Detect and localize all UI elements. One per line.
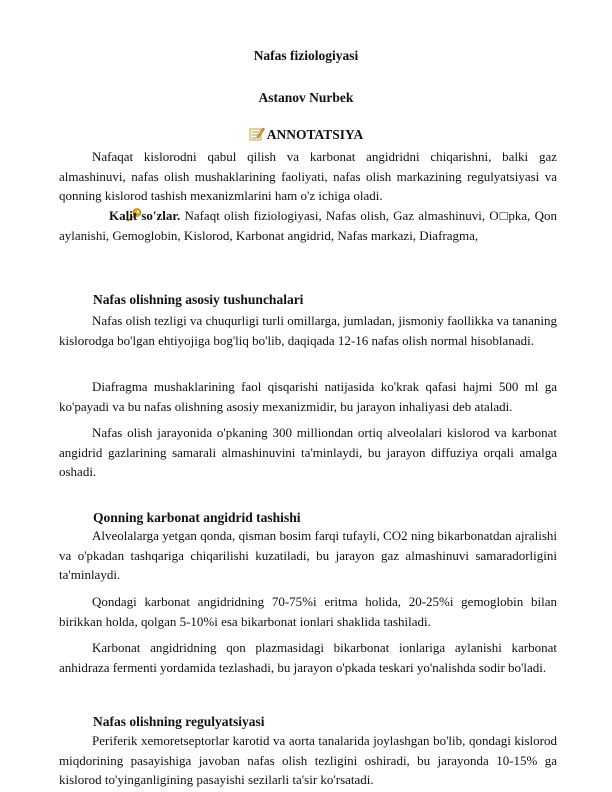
author-name: Astanov Nurbek: [258, 90, 354, 105]
section-2-paragraph-1: Alveolalarga yetgan qonda, qisman bosim farqi tufayli, CO2 ning bikarbonatdan ajralishi va o'pkadan tashqariga chiqarilishi kuzatiladi, bu jarayon gaz almashinuvi samaradorligini ta'minlaydi.: [59, 528, 557, 583]
keywords-label: Kalit so'zlar.: [109, 208, 181, 223]
key-icon: [92, 208, 109, 222]
annotation-heading: ANNOTATSIYA: [266, 127, 364, 142]
section-1-paragraph-2: Diafragma mushaklarining faol qisqarishi natijasida ko'krak qafasi hajmi 500 ml ga ko'payadi va bu nafas olishning asosiy mexanizmidir, bu jarayon inhaliyasi deb ataladi.: [59, 379, 557, 414]
section-heading-2: Qonning karbonat angidrid tashishi: [93, 510, 301, 525]
section-3-paragraph-1: Periferik xemoretseptorlar karotid va aorta tanalarida joylashgan bo'lib, qondagi kislorod miqdorining pasayishiga javoban nafas olish tezligini oshiradi, bu jarayonda 10-15% ga kislorod to'yinganligining pasayishi sezilarli ta'sir ko'rsatadi.: [59, 733, 557, 788]
document-title: Nafas fiziologiyasi: [253, 48, 359, 63]
section-1-paragraph-1: Nafas olish tezligi va chuqurligi turli omillarga, jumladan, jismoniy faollikka va tananing kislorodga bo'lgan ehtiyojiga bog'liq bo'lib, daqiqada 12-16 nafas olish normal hisoblanadi.: [59, 313, 557, 348]
section-1-paragraph-3: Nafas olish jarayonida o'pkaning 300 milliondan ortiq alveolalari kislorod va karbonat angidrid gazlarining samarali almashinuvini ta'minlaydi, bu jarayon diffuziya orqali amalga oshadi.: [59, 425, 557, 480]
section-heading-1: Nafas olishning asosiy tushunchalari: [93, 292, 304, 307]
keywords-text: Nafaqt olish fiziologiyasi, Nafas olish, Gaz almashinuvi, O□pka, Qon aylanishi, Gemoglobin, Kislorod, Karbonat angidrid, Nafas markazi, Diafragma,: [59, 208, 557, 243]
annotation-text: Nafaqat kislorodni qabul qilish va karbonat angidridni chiqarishni, balki gaz almashinuvi, nafas olish mushaklarining faoliyati, nafas olish markazining regulyatsiyasi va qonning kislorod tashish mexanizmlarini ham o'z ichiga oladi.: [59, 149, 557, 204]
section-2-paragraph-3: Karbonat angidridning qon plazmasidagi bikarbonat ionlariga aylanishi karbonat anhidraza fermenti yordamida tezlashadi, bu jarayon o'pkada teskari yo'nalishda sodir bo'ladi.: [59, 640, 557, 675]
section-heading-3: Nafas olishning regulyatsiyasi: [93, 714, 265, 729]
keywords-paragraph: [59, 206, 557, 245]
section-2-paragraph-2: Qondagi karbonat angidridning 70-75%i eritma holida, 20-25%i gemoglobin bilan birikkan holda, qolgan 5-10%i esa bikarbonat ionlari shaklida tashiladi.: [59, 594, 557, 629]
memo-icon: [249, 127, 265, 141]
annotation-heading-row: [0, 127, 612, 143]
